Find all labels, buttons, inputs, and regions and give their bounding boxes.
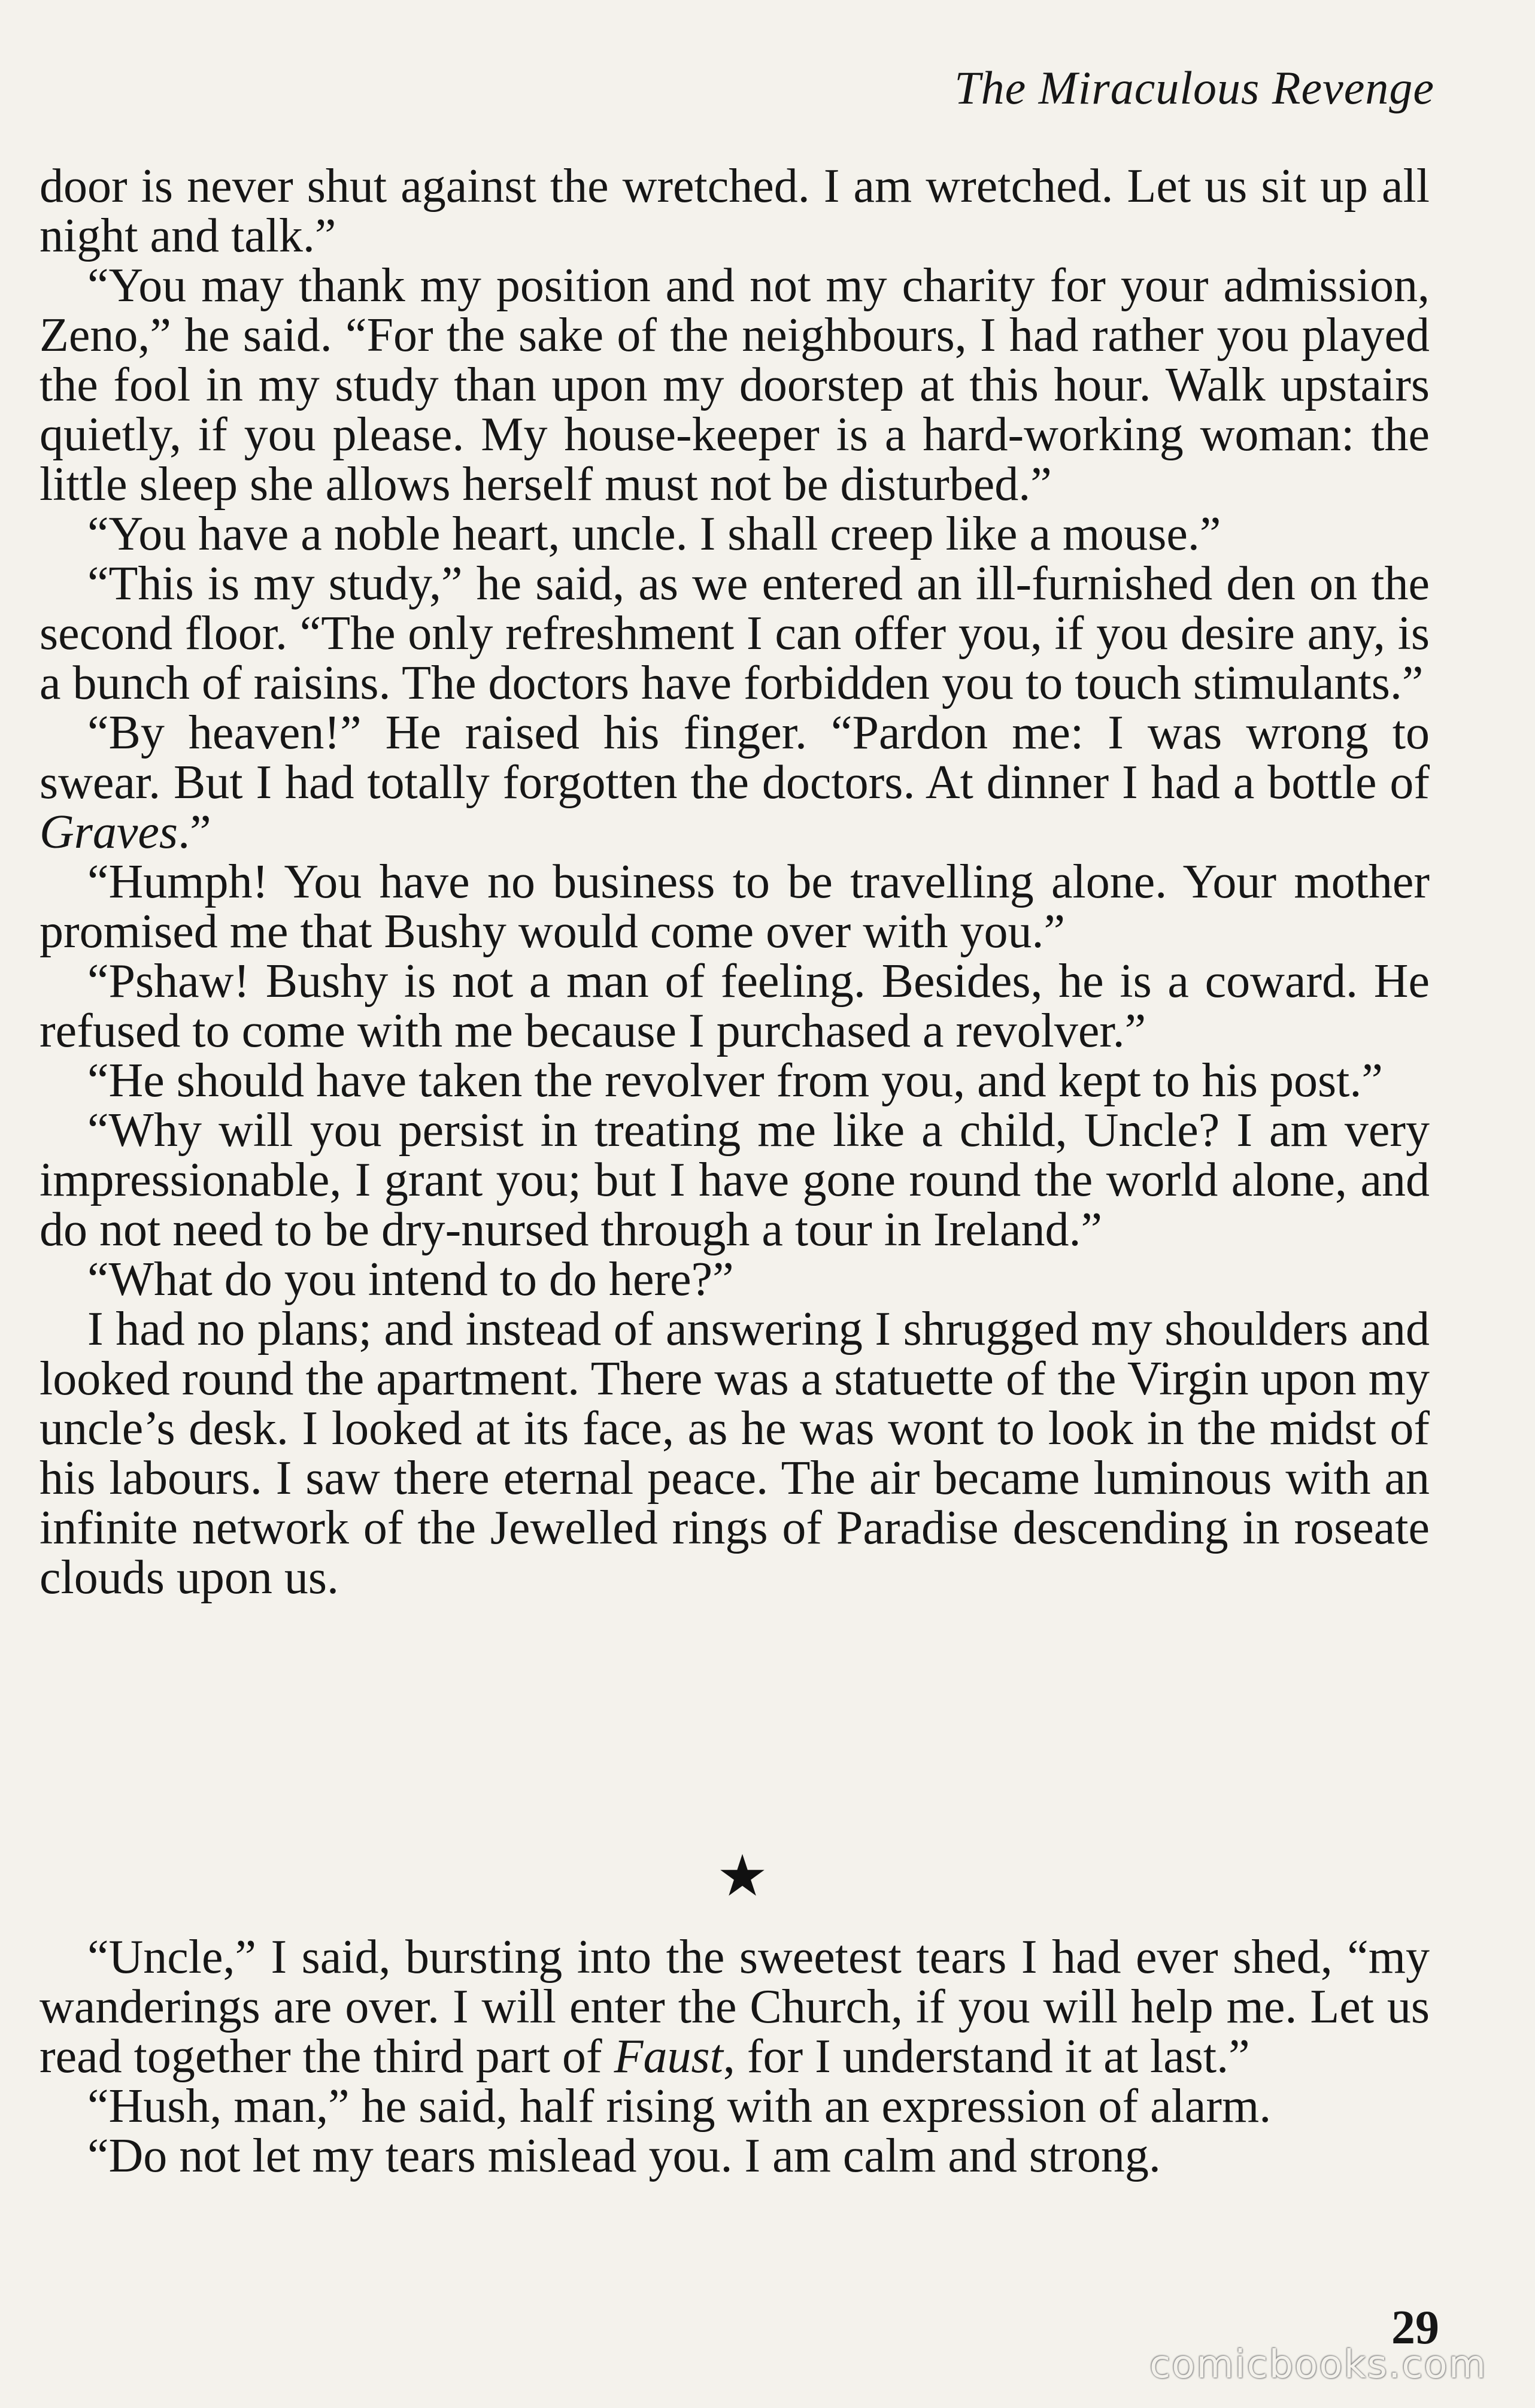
watermark: comicbooks.com <box>1149 2343 1487 2387</box>
paragraph: I had no plans; and instead of answering I shrugged my shoulders and looked round the apartment. There was a statuette of the Virgin upon my uncle’s desk. I looked at its face, as he was wont to look in the midst of his labours. I saw there eternal peace. The air became luminous with an infinite network of the Jewelled rings of Paradise descending in roseate clouds upon us. <box>40 1303 1430 1604</box>
page-number: 29 <box>1391 2301 1439 2354</box>
paragraph: “Hush, man,” he said, half rising with an expression of alarm. <box>87 2080 1272 2133</box>
paragraph: “What do you intend to do here?” <box>87 1253 734 1306</box>
paragraph: “Why will you persist in treating me like a child, Uncle? I am very impressionable, I grant you; but I have gone round the world alone, and do not need to be dry-nursed through a tour in Ireland.” <box>40 1104 1430 1256</box>
paragraph: “This is my study,” he said, as we entered an ill-furnished den on the second floor. “The only refreshment I can offer you, if you desire any, is a bunch of raisins. The doctors have forbidden you to touch stimulants.” <box>40 557 1430 709</box>
paragraph: “By heaven!” He raised his finger. “Pardon me: I was wrong to swear. But I had totally forgotten the doctors. At dinner I had a bottle of Graves.” <box>40 706 1430 859</box>
running-head-title: The Miraculous Revenge <box>954 62 1434 114</box>
paragraph: “You have a noble heart, uncle. I shall creep like a mouse.” <box>87 508 1221 560</box>
paragraph-continued: door is never shut against the wretched. I am wretched. Let us sit up all night and talk.” <box>40 160 1430 262</box>
paragraph: “He should have taken the revolver from you, and kept to his post.” <box>87 1054 1383 1107</box>
paragraph: “Uncle,” I said, bursting into the sweetest tears I had ever shed, “my wanderings are over. I will enter the Church, if you will help me. Let us read together the third part of Faust, for I understand it at last.” <box>40 1931 1430 2083</box>
paragraph: “Humph! You have no business to be travelling alone. Your mother promised me that Bushy would come over with you.” <box>40 856 1430 958</box>
paragraph: “You may thank my position and not my charity for your admission, Zeno,” he said. “For the sake of the neighbours, I had rather you played the fool in my study than upon my doorstep at this hour. Walk upstairs quietly, if you please. My house-keeper is a hard-working woman: the little sleep she allows herself must not be disturbed.” <box>40 259 1430 511</box>
body-text-lower <box>40 1933 1430 2181</box>
paragraph: “Do not let my tears mislead you. I am calm and strong. <box>87 2130 1161 2182</box>
italic-title: Faust <box>614 2030 723 2083</box>
paragraph: “Pshaw! Bushy is not a man of feeling. Besides, he is a coward. He refused to come with me because I purchased a revolver.” <box>40 955 1430 1057</box>
body-text-upper <box>40 162 1430 1603</box>
section-break-star-icon: ★ <box>716 1842 769 1909</box>
italic-title: Graves <box>40 806 178 859</box>
